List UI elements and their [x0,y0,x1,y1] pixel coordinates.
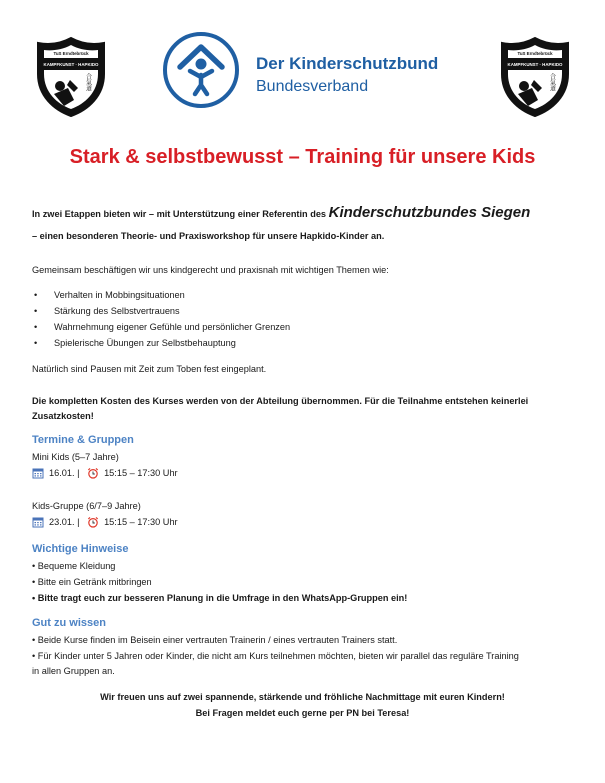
list-item: • Wahrnehmung eigener Gefühle und persönlicher Grenzen [32,319,290,335]
good-to-know-item-2-line-2: in allen Gruppen an. [32,666,115,676]
org-name: Der Kinderschutzbund [256,54,439,73]
appointment-date: 23.01. [49,517,75,527]
appointment-separator: | [77,468,80,478]
calendar-icon [32,467,44,479]
alarm-clock-icon [87,467,99,479]
good-to-know-heading: Gut zu wissen [32,617,106,629]
closing-line-2: Bei Fragen meldet euch gerne per PN bei Teresa! [195,708,410,718]
group-name-mini-kids: Mini Kids (5–7 Jahre) [32,452,119,462]
appointment-mini-kids [32,467,178,479]
costs-line-1: Die kompletten Kosten des Kurses werden von der Abteilung übernommen. Für die Teilnahme entstehen keinerlei [32,396,529,406]
page-title: Stark & selbstbewusst – Training für unsere Kids [69,146,536,168]
intro-text: In zwei Etappen bieten wir – mit Unterstützung einer Referentin des [32,209,329,219]
list-item: • Bequeme Kleidung [32,561,116,571]
emblem-text-band: KAMPFKUNST · HAPKIDO [43,62,99,67]
intro-highlight: Kinderschutzbundes Siegen [328,204,531,221]
appointment-separator: | [77,517,80,527]
topics-lead: Gemeinsam beschäftigen wir uns kindgerecht und praxisnah mit wichtigen Themen wie: [32,265,389,275]
emblem-text-band: KAMPFKUNST · HAPKIDO [507,62,563,67]
emblem-text-top: TuS Erndtebrück [53,51,89,56]
good-to-know-item-2-line-1: • Für Kinder unter 5 Jahren oder Kinder, die nicht am Kurs teilnehmen möchten, bieten wir parallel das reguläre Training [32,651,519,661]
appointment-kids [32,516,178,528]
list-item: • Spielerische Übungen zur Selbstbehauptung [32,335,290,351]
emblem-text-hanja: 合氣道 [548,73,556,91]
intro-line-2: – einen besonderen Theorie- und Praxisworkshop für unsere Hapkido-Kinder an. [32,231,385,241]
calendar-icon [32,516,44,528]
list-item: • Verhalten in Mobbingsituationen [32,287,290,303]
emblem-text-top: TuS Erndtebrück [517,51,553,56]
topics-list [32,287,290,351]
good-to-know-item-1: • Beide Kurse finden im Beisein einer vertrauten Trainerin / eines vertrauten Trainers statt. [32,635,398,645]
costs-line-2: Zusatzkosten! [32,411,94,421]
alarm-clock-icon [87,516,99,528]
group-name-kids: Kids-Gruppe (6/7–9 Jahre) [32,501,141,511]
club-emblem-left [34,36,108,118]
emblem-text-hanja: 合氣道 [84,73,92,91]
schedule-heading: Termine & Gruppen [32,434,134,446]
club-emblem-right [498,36,572,118]
appointment-date: 16.01. [49,468,75,478]
appointment-time: 15:15 – 17:30 Uhr [104,517,178,527]
pauses-note: Natürlich sind Pausen mit Zeit zum Toben fest eingeplant. [32,364,267,374]
list-item: • Bitte ein Getränk mitbringen [32,577,152,587]
kinderschutzbund-logo-icon [162,31,240,109]
org-subtitle: Bundesverband [256,78,369,95]
list-item: • Stärkung des Selbstvertrauens [32,303,290,319]
hints-list [32,558,407,606]
closing-line-1: Wir freuen uns auf zwei spannende, stärkende und fröhliche Nachmittage mit euren Kindern! [100,692,505,702]
list-item: • Bitte tragt euch zur besseren Planung in die Umfrage in den WhatsApp-Gruppen ein! [32,593,408,603]
hints-heading: Wichtige Hinweise [32,543,129,555]
intro-line-1 [32,204,531,221]
appointment-time: 15:15 – 17:30 Uhr [104,468,178,478]
